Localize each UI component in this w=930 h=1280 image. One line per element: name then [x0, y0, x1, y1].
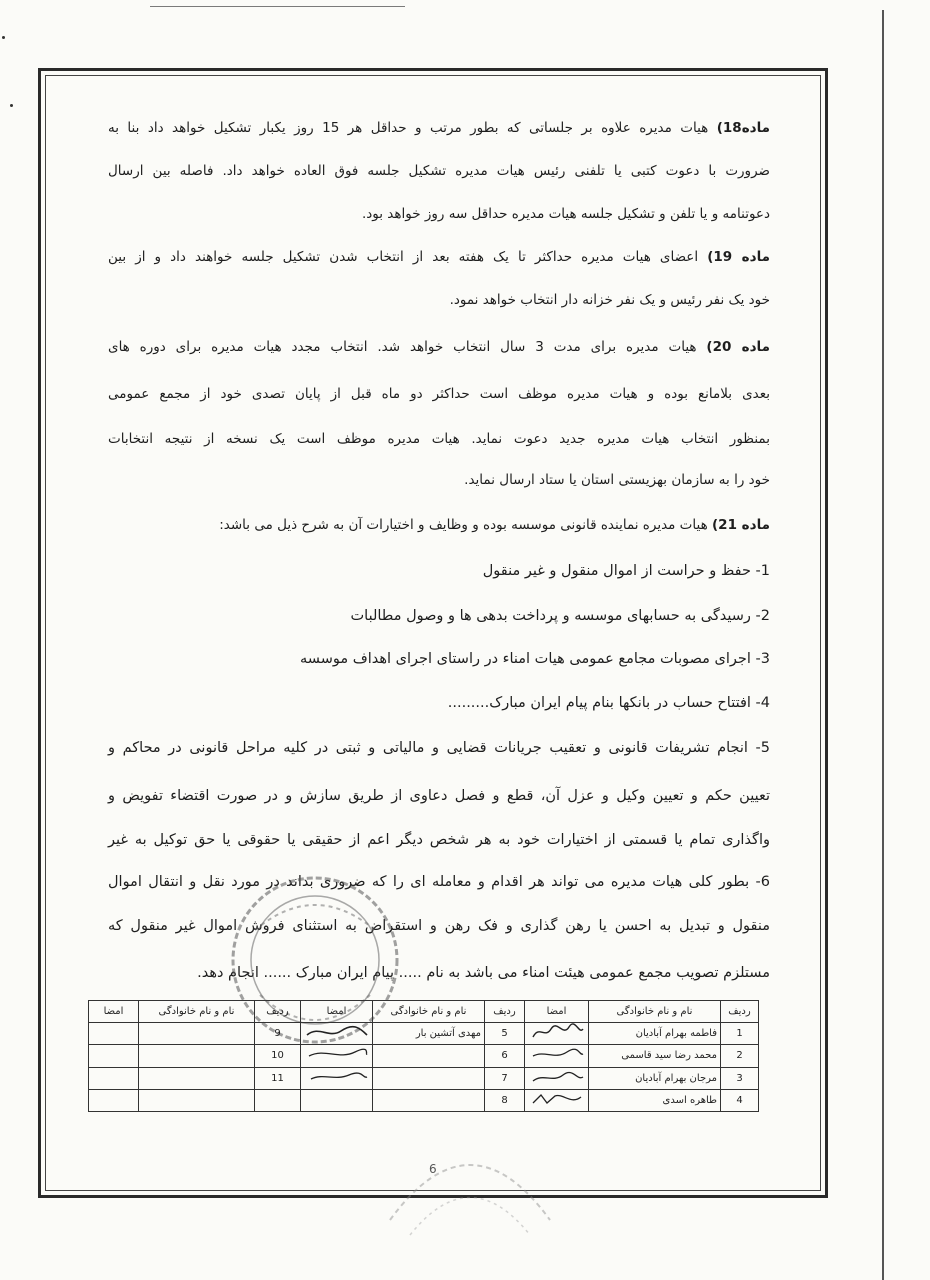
- scan-edge-line: [882, 10, 884, 1280]
- article-number: ماده 19): [707, 249, 770, 265]
- article-number: ماده 20): [706, 339, 770, 355]
- signature-cell: [301, 1067, 373, 1089]
- col-header-row-number: ردیف: [255, 1001, 301, 1023]
- duty-item-5-line-3: واگذاری تمام یا قسمتی از اختیارات خود به هر شخص دیگر اعم از حقیقی یا حقوقی یا حق توکیل به غیر: [108, 832, 770, 848]
- row-number-cell: 4: [721, 1089, 759, 1111]
- name-cell: [139, 1089, 255, 1111]
- article-20-line-3: بمنظور انتخاب هیات مدیره جدید دعوت نماید. هیات مدیره موظف است یک نسخه از نتیجه انتخابات: [108, 431, 770, 447]
- signature-cell: [89, 1089, 139, 1111]
- name-cell: مرجان بهرام آبادیان: [589, 1067, 721, 1089]
- col-header-row-number: ردیف: [721, 1001, 759, 1023]
- row-number-cell: 3: [721, 1067, 759, 1089]
- name-cell: [373, 1067, 485, 1089]
- article-text: اعضای هیات مدیره حداکثر تا یک هفته بعد از انتخاب شدن تشکیل جلسه خواهند داد و از بین: [108, 249, 699, 265]
- page-number: 6: [429, 1162, 437, 1176]
- duty-item-5-line-1: 5- انجام تشریفات قانونی و تعقیب جریانات قضایی و مالیاتی و ثبتی در کلیه مراحل قانونی در محاکم و: [108, 740, 770, 756]
- signature-cell: [301, 1023, 373, 1045]
- signature-cell: [301, 1045, 373, 1067]
- duty-item-1: 1- حفظ و حراست از اموال منقول و غیر منقول: [482, 563, 770, 579]
- faded-stamp: [370, 1100, 570, 1250]
- table-row: [89, 1045, 759, 1067]
- signature-cell: [89, 1023, 139, 1045]
- name-cell: [139, 1045, 255, 1067]
- article-number: ماده18): [716, 120, 771, 136]
- signature-cell: [89, 1045, 139, 1067]
- col-header-full-name: نام و نام خانوادگی: [139, 1001, 255, 1023]
- article-20-line-1: [108, 337, 770, 357]
- signature-cell: [525, 1023, 589, 1045]
- article-20-line-2: بعدی بلامانع بوده و هیات مدیره موظف است حداکثر دو ماه قبل از پایان تصدی خود از مجمع عمومی: [108, 386, 770, 402]
- row-number-cell: 9: [255, 1023, 301, 1045]
- article-20-line-4: خود را به سازمان بهزیستی استان یا ستاد ارسال نماید.: [464, 472, 770, 488]
- row-number-cell: 1: [721, 1023, 759, 1045]
- article-text: هیات مدیره علاوه بر جلساتی که بطور مرتب و حداقل هر 15 روز یکبار تشکیل خواهد داد بنا به: [108, 120, 709, 136]
- row-number-cell: 5: [485, 1023, 525, 1045]
- article-text: هیات مدیره نماینده قانونی موسسه بوده و وظایف و اختیارات آن به شرح ذیل می باشد:: [219, 517, 708, 533]
- col-header-signature: امضا: [301, 1001, 373, 1023]
- col-header-signature: امضا: [525, 1001, 589, 1023]
- name-cell: محمد رضا سید قاسمی: [589, 1045, 721, 1067]
- col-header-row-number: ردیف: [485, 1001, 525, 1023]
- handwritten-signature: [305, 1069, 369, 1085]
- signature-cell: [525, 1067, 589, 1089]
- row-number-cell: 6: [485, 1045, 525, 1067]
- article-21-line-1: [219, 515, 770, 535]
- duty-item-2: 2- رسیدگی به حسابهای موسسه و پرداخت بدهی ها و وصول مطالبات: [350, 608, 770, 624]
- row-number-cell: 2: [721, 1045, 759, 1067]
- article-18-line-1: [108, 118, 770, 138]
- article-19-line-1: [108, 247, 770, 267]
- article-text: هیات مدیره برای مدت 3 سال انتخاب خواهد شد. انتخاب مجدد هیات مدیره برای دوره های: [108, 339, 697, 355]
- article-number: ماده 21): [712, 517, 770, 533]
- handwritten-signature: [305, 1023, 369, 1041]
- col-header-signature: امضا: [89, 1001, 139, 1023]
- name-cell: مهدی آتشین بار: [373, 1023, 485, 1045]
- duty-item-6-line-2: منقول و تبدیل به احسن یا رهن گذاری و فک رهن و استقراض به استثنای فروش اموال غیر منقول که: [108, 918, 770, 934]
- name-cell: فاطمه بهرام آبادیان: [589, 1023, 721, 1045]
- duty-item-6-line-3: مستلزم تصویب مجمع عمومی هیئت امناء می باشد به نام ..... پیام ایران مبارک ...... انجام دهد.: [197, 965, 770, 981]
- duty-item-6-line-1: 6- بطور کلی هیات مدیره می تواند هر اقدام و معامله ای را که ضروری بداند در مورد نقل و انتقال اموال: [108, 874, 770, 890]
- table-header-row: [89, 1001, 759, 1023]
- row-number-cell: 7: [485, 1067, 525, 1089]
- table-row: [89, 1067, 759, 1089]
- row-number-cell: 11: [255, 1067, 301, 1089]
- duty-item-4: 4- افتتاح حساب در بانکها بنام پیام ایران مبارک.........: [447, 695, 770, 711]
- name-cell: [139, 1023, 255, 1045]
- name-cell: [139, 1067, 255, 1089]
- signature-cell: [525, 1045, 589, 1067]
- name-cell: طاهره اسدی: [589, 1089, 721, 1111]
- handwritten-signature: [529, 1046, 585, 1062]
- row-number-cell: [255, 1089, 301, 1111]
- scan-speck: [2, 36, 5, 39]
- signature-cell: [89, 1067, 139, 1089]
- scan-edge-line: [150, 6, 405, 7]
- row-number-cell: 10: [255, 1045, 301, 1067]
- handwritten-signature: [305, 1046, 369, 1062]
- signature-cell: [301, 1089, 373, 1111]
- duty-item-3: 3- اجرای مصوبات مجامع عمومی هیات امناء در راستای اجرای اهداف موسسه: [300, 651, 770, 667]
- scan-speck: [10, 104, 13, 107]
- name-cell: [373, 1045, 485, 1067]
- signatures-table: [88, 1000, 759, 1112]
- handwritten-signature: [529, 1023, 585, 1041]
- handwritten-signature: [529, 1069, 585, 1085]
- row-number-cell: 8: [485, 1089, 525, 1111]
- table-row: [89, 1023, 759, 1045]
- col-header-full-name: نام و نام خانوادگی: [373, 1001, 485, 1023]
- col-header-full-name: نام و نام خانوادگی: [589, 1001, 721, 1023]
- article-18-line-2: ضرورت با دعوت کتبی یا تلفنی رئیس هیات مدیره تشکیل جلسه فوق العاده خواهد داد. فاصله بین ارسال: [108, 163, 770, 179]
- duty-item-5-line-2: تعیین حکم و تعیین وکیل و عزل آن، قطع و فصل دعاوی از طریق سازش و در صورت اقتضاء تفویض و: [108, 788, 770, 804]
- article-19-line-2: خود یک نفر رئیس و یک نفر خزانه دار انتخاب خواهد نمود.: [449, 292, 770, 308]
- article-18-line-3: دعوتنامه و یا تلفن و تشکیل جلسه هیات مدیره حداقل سه روز خواهد بود.: [361, 206, 770, 222]
